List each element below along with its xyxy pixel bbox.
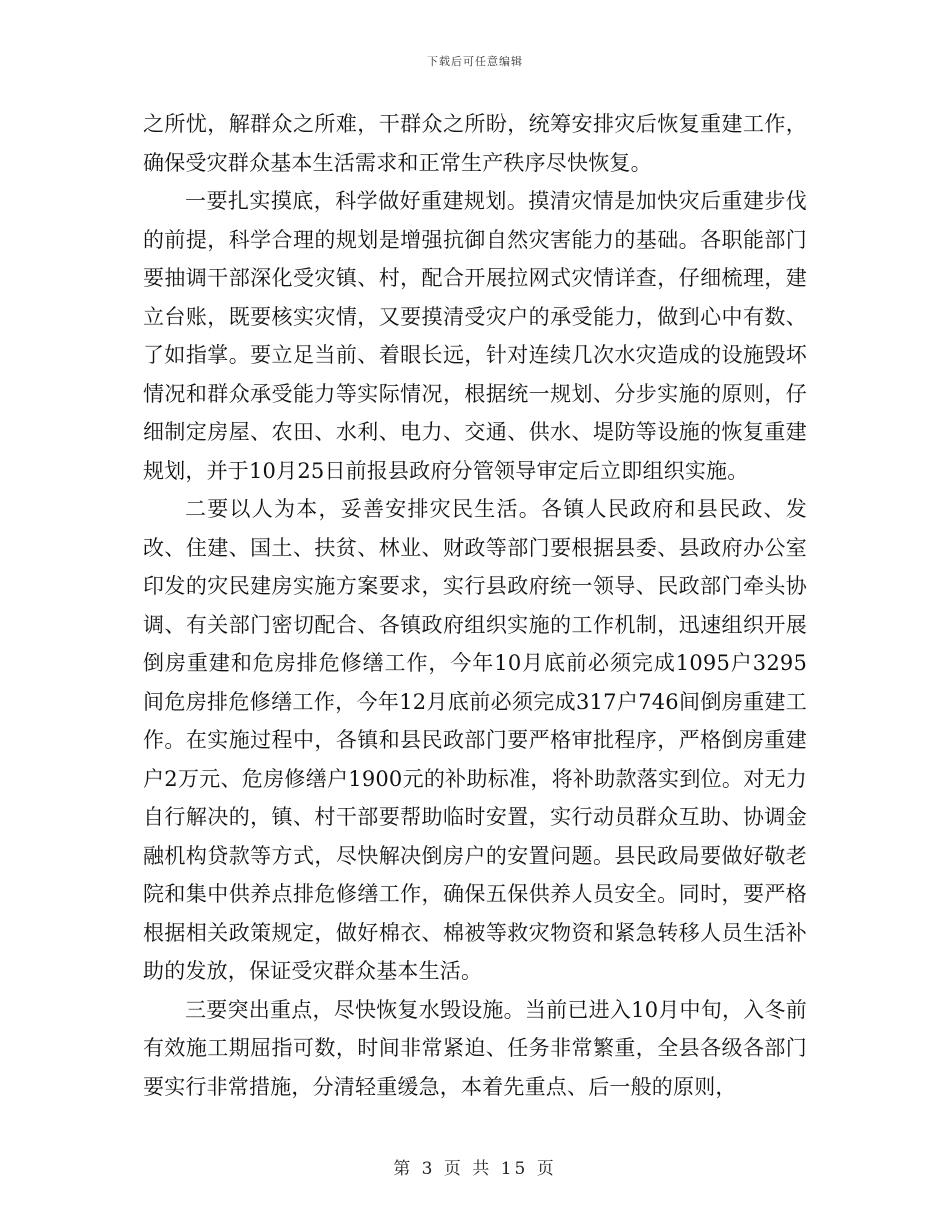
document-body	[143, 105, 807, 1106]
paragraph-reconstruction-planning: 一要扎实摸底，科学做好重建规划。摸清灾情是加快灾后重建步伐的前提，科学合理的规划是增强抗御自然灾害能力的基础。各职能部门要抽调干部深化受灾镇、村，配合开展拉网式灾情详查，仔细梳理，建立台账，既要核实灾情，又要摸清受灾户的承受能力，做到心中有数、了如指掌。要立足当前、着眼长远，针对连续几次水灾造成的设施毁坏情况和群众承受能力等实际情况，根据统一规划、分步实施的原则，仔细制定房屋、农田、水利、电力、交通、供水、堤防等设施的恢复重建规划，并于10月25日前报县政府分管领导审定后立即组织实施。	[143, 189, 807, 483]
page-header: 下载后可任意编辑	[427, 55, 523, 68]
paragraph-continuation: 之所忧，解群众之所难，干群众之所盼，统筹安排灾后恢复重建工作，确保受灾群众基本生活需求和正常生产秩序尽快恢复。	[143, 112, 807, 175]
paragraph-victim-livelihood: 二要以人为本，妥善安排灾民生活。各镇人民政府和县民政、发改、住建、国土、扶贫、林业、财政等部门要根据县委、县政府办公室印发的灾民建房实施方案要求，实行县政府统一领导、民政部门牵头协调、有关部门密切配合、各镇政府组织实施的工作机制，迅速组织开展倒房重建和危房排危修缮工作，今年10月底前必须完成1095户3295间危房排危修缮工作，今年12月底前必须完成317户746间倒房重建工作。在实施过程中，各镇和县民政部门要严格审批程序，严格倒房重建户2万元、危房修缮户1900元的补助标准，将补助款落实到位。对无力自行解决的，镇、村干部要帮助临时安置，实行动员群众互助、协调金融机构贷款等方式，尽快解决倒房户的安置问题。县民政局要做好敬老院和集中供养点排危修缮工作，确保五保供养人员安全。同时，要严格根据相关政策规定，做好棉衣、棉被等救灾物资和紧急转移人员生活补助的发放，保证受灾群众基本生活。	[143, 497, 807, 983]
paragraph-facility-restoration: 三要突出重点，尽快恢复水毁设施。当前已进入10月中旬，入冬前有效施工期屈指可数，时间非常紧迫、任务非常繁重，全县各级各部门要实行非常措施，分清轻重缓急，本着先重点、后一般的原则，	[143, 997, 807, 1099]
page-number: 第 3 页 共 15 页	[393, 1159, 557, 1179]
